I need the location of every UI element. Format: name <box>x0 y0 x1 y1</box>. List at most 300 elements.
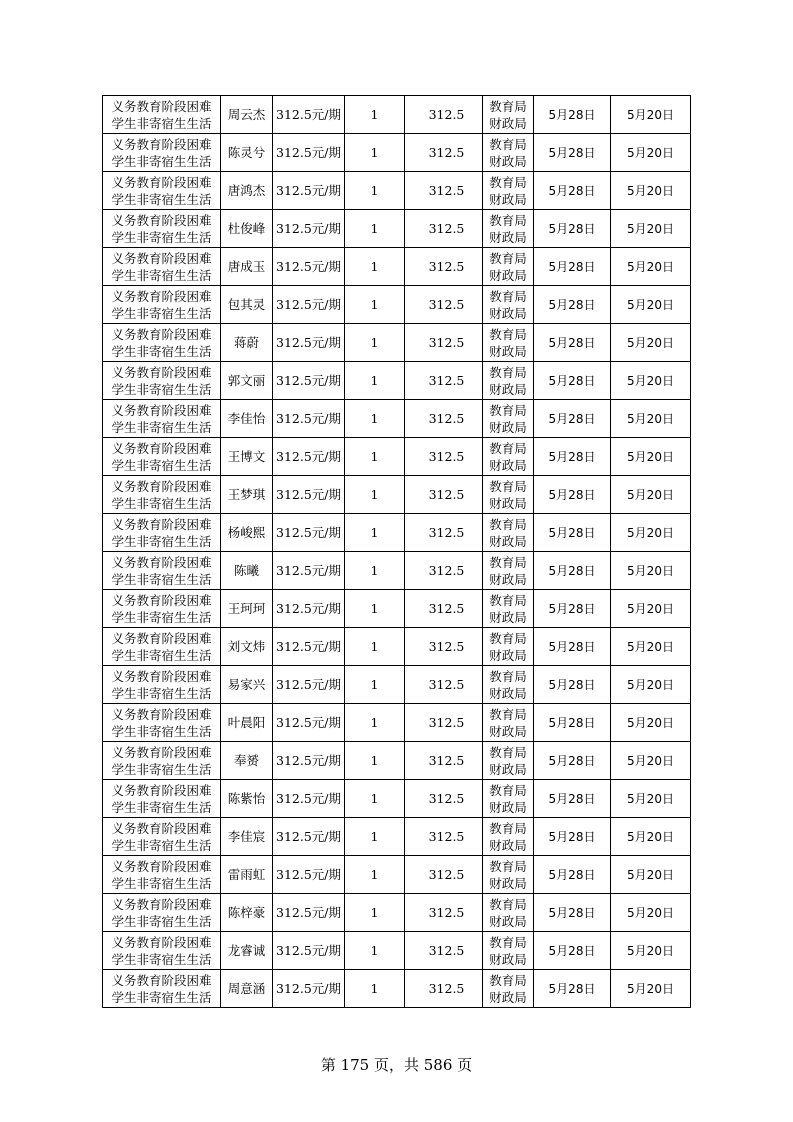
dept-line-2: 财政局 <box>489 229 527 245</box>
item-line-2: 学生非寄宿生生活 <box>111 723 212 739</box>
dept-line-1: 教育局 <box>489 364 527 380</box>
standard-cell: 312.5元/期 <box>273 96 345 134</box>
standard-cell: 312.5元/期 <box>273 742 345 780</box>
item-line-2: 学生非寄宿生生活 <box>111 609 212 625</box>
date-cell-1: 5月28日 <box>534 400 611 438</box>
item-line-1: 义务教育阶段困难 <box>111 136 212 152</box>
item-line-2: 学生非寄宿生生活 <box>111 571 212 587</box>
student-name: 龙睿诚 <box>221 932 273 970</box>
table-row <box>103 476 691 514</box>
dept-line-2: 财政局 <box>489 761 527 777</box>
dept-line-2: 财政局 <box>489 115 527 131</box>
dept-cell <box>483 476 534 514</box>
amount-cell: 312.5 <box>405 286 483 324</box>
item-line-1: 义务教育阶段困难 <box>111 782 212 798</box>
date-cell-2: 5月20日 <box>611 210 691 248</box>
count-cell: 1 <box>345 894 405 932</box>
dept-line-1: 教育局 <box>489 250 527 266</box>
item-cell <box>103 970 221 1008</box>
table-row <box>103 172 691 210</box>
dept-line-1: 教育局 <box>489 98 527 114</box>
standard-cell: 312.5元/期 <box>273 514 345 552</box>
item-line-2: 学生非寄宿生生活 <box>111 647 212 663</box>
dept-line-2: 财政局 <box>489 723 527 739</box>
date-cell-1: 5月28日 <box>534 780 611 818</box>
item-cell <box>103 476 221 514</box>
item-line-1: 义务教育阶段困难 <box>111 744 212 760</box>
item-line-1: 义务教育阶段困难 <box>111 288 212 304</box>
dept-cell <box>483 818 534 856</box>
table-body <box>103 96 691 1008</box>
count-cell: 1 <box>345 324 405 362</box>
item-cell <box>103 400 221 438</box>
amount-cell: 312.5 <box>405 172 483 210</box>
dept-line-2: 财政局 <box>489 457 527 473</box>
count-cell: 1 <box>345 856 405 894</box>
table-row <box>103 400 691 438</box>
count-cell: 1 <box>345 818 405 856</box>
count-cell: 1 <box>345 286 405 324</box>
count-cell: 1 <box>345 932 405 970</box>
dept-line-2: 财政局 <box>489 913 527 929</box>
item-line-2: 学生非寄宿生生活 <box>111 913 212 929</box>
student-name: 杜俊峰 <box>221 210 273 248</box>
amount-cell: 312.5 <box>405 742 483 780</box>
count-cell: 1 <box>345 476 405 514</box>
dept-cell <box>483 704 534 742</box>
student-name: 包其灵 <box>221 286 273 324</box>
amount-cell: 312.5 <box>405 666 483 704</box>
amount-cell: 312.5 <box>405 856 483 894</box>
item-line-2: 学生非寄宿生生活 <box>111 533 212 549</box>
student-name: 刘文炜 <box>221 628 273 666</box>
table-row <box>103 324 691 362</box>
count-cell: 1 <box>345 362 405 400</box>
dept-line-1: 教育局 <box>489 896 527 912</box>
item-cell <box>103 552 221 590</box>
date-cell-2: 5月20日 <box>611 704 691 742</box>
item-line-1: 义务教育阶段困难 <box>111 668 212 684</box>
item-line-1: 义务教育阶段困难 <box>111 896 212 912</box>
amount-cell: 312.5 <box>405 248 483 286</box>
date-cell-2: 5月20日 <box>611 818 691 856</box>
item-line-1: 义务教育阶段困难 <box>111 858 212 874</box>
table-row <box>103 438 691 476</box>
item-cell <box>103 286 221 324</box>
item-line-1: 义务教育阶段困难 <box>111 402 212 418</box>
date-cell-1: 5月28日 <box>534 286 611 324</box>
table-row <box>103 856 691 894</box>
date-cell-1: 5月28日 <box>534 894 611 932</box>
date-cell-2: 5月20日 <box>611 628 691 666</box>
standard-cell: 312.5元/期 <box>273 476 345 514</box>
table-row <box>103 134 691 172</box>
item-line-2: 学生非寄宿生生活 <box>111 761 212 777</box>
amount-cell: 312.5 <box>405 438 483 476</box>
amount-cell: 312.5 <box>405 362 483 400</box>
item-cell <box>103 856 221 894</box>
student-name: 陈曦 <box>221 552 273 590</box>
student-name: 王珂珂 <box>221 590 273 628</box>
item-line-2: 学生非寄宿生生活 <box>111 229 212 245</box>
date-cell-2: 5月20日 <box>611 666 691 704</box>
date-cell-1: 5月28日 <box>534 628 611 666</box>
count-cell: 1 <box>345 438 405 476</box>
page-footer: 第 175 页，共 586 页 <box>320 1056 473 1074</box>
item-line-1: 义务教育阶段困难 <box>111 364 212 380</box>
standard-cell: 312.5元/期 <box>273 172 345 210</box>
dept-line-1: 教育局 <box>489 136 527 152</box>
count-cell: 1 <box>345 704 405 742</box>
standard-cell: 312.5元/期 <box>273 704 345 742</box>
dept-cell <box>483 210 534 248</box>
item-cell <box>103 590 221 628</box>
dept-cell <box>483 666 534 704</box>
dept-line-1: 教育局 <box>489 630 527 646</box>
student-name: 陈灵兮 <box>221 134 273 172</box>
date-cell-1: 5月28日 <box>534 96 611 134</box>
standard-cell: 312.5元/期 <box>273 628 345 666</box>
dept-cell <box>483 514 534 552</box>
item-cell <box>103 704 221 742</box>
item-line-1: 义务教育阶段困难 <box>111 592 212 608</box>
dept-line-2: 财政局 <box>489 191 527 207</box>
dept-line-2: 财政局 <box>489 875 527 891</box>
dept-line-1: 教育局 <box>489 440 527 456</box>
table-row <box>103 666 691 704</box>
dept-line-2: 财政局 <box>489 989 527 1005</box>
dept-line-1: 教育局 <box>489 478 527 494</box>
dept-line-2: 财政局 <box>489 571 527 587</box>
table-row <box>103 780 691 818</box>
standard-cell: 312.5元/期 <box>273 324 345 362</box>
amount-cell: 312.5 <box>405 932 483 970</box>
student-name: 雷雨虹 <box>221 856 273 894</box>
table-row <box>103 248 691 286</box>
item-line-1: 义务教育阶段困难 <box>111 972 212 988</box>
student-name: 李佳宸 <box>221 818 273 856</box>
dept-line-2: 财政局 <box>489 495 527 511</box>
dept-line-2: 财政局 <box>489 419 527 435</box>
item-cell <box>103 438 221 476</box>
dept-cell <box>483 552 534 590</box>
count-cell: 1 <box>345 552 405 590</box>
date-cell-2: 5月20日 <box>611 590 691 628</box>
date-cell-2: 5月20日 <box>611 970 691 1008</box>
amount-cell: 312.5 <box>405 476 483 514</box>
student-name: 唐鸿杰 <box>221 172 273 210</box>
dept-line-2: 财政局 <box>489 685 527 701</box>
amount-cell: 312.5 <box>405 552 483 590</box>
item-cell <box>103 324 221 362</box>
standard-cell: 312.5元/期 <box>273 932 345 970</box>
standard-cell: 312.5元/期 <box>273 134 345 172</box>
dept-cell <box>483 856 534 894</box>
dept-line-2: 财政局 <box>489 837 527 853</box>
item-line-2: 学生非寄宿生生活 <box>111 875 212 891</box>
dept-cell <box>483 894 534 932</box>
item-cell <box>103 666 221 704</box>
date-cell-1: 5月28日 <box>534 590 611 628</box>
date-cell-1: 5月28日 <box>534 704 611 742</box>
dept-line-2: 财政局 <box>489 381 527 397</box>
table-row <box>103 970 691 1008</box>
item-line-1: 义务教育阶段困难 <box>111 440 212 456</box>
dept-line-1: 教育局 <box>489 402 527 418</box>
date-cell-2: 5月20日 <box>611 856 691 894</box>
table-row <box>103 362 691 400</box>
table-row <box>103 818 691 856</box>
item-cell <box>103 96 221 134</box>
dept-line-1: 教育局 <box>489 288 527 304</box>
dept-cell <box>483 590 534 628</box>
dept-line-2: 财政局 <box>489 951 527 967</box>
item-line-2: 学生非寄宿生生活 <box>111 685 212 701</box>
dept-line-1: 教育局 <box>489 592 527 608</box>
date-cell-1: 5月28日 <box>534 552 611 590</box>
standard-cell: 312.5元/期 <box>273 248 345 286</box>
date-cell-2: 5月20日 <box>611 324 691 362</box>
table-row <box>103 742 691 780</box>
dept-line-1: 教育局 <box>489 744 527 760</box>
standard-cell: 312.5元/期 <box>273 400 345 438</box>
item-line-2: 学生非寄宿生生活 <box>111 951 212 967</box>
dept-cell <box>483 742 534 780</box>
student-name: 郭文丽 <box>221 362 273 400</box>
date-cell-2: 5月20日 <box>611 552 691 590</box>
date-cell-2: 5月20日 <box>611 286 691 324</box>
dept-cell <box>483 400 534 438</box>
item-line-1: 义务教育阶段困难 <box>111 706 212 722</box>
student-name: 王梦琪 <box>221 476 273 514</box>
dept-line-2: 财政局 <box>489 533 527 549</box>
dept-line-1: 教育局 <box>489 858 527 874</box>
date-cell-1: 5月28日 <box>534 438 611 476</box>
dept-cell <box>483 932 534 970</box>
dept-line-1: 教育局 <box>489 326 527 342</box>
standard-cell: 312.5元/期 <box>273 438 345 476</box>
item-line-1: 义务教育阶段困难 <box>111 98 212 114</box>
student-name: 王博文 <box>221 438 273 476</box>
dept-line-2: 财政局 <box>489 343 527 359</box>
amount-cell: 312.5 <box>405 400 483 438</box>
student-name: 陈梓豪 <box>221 894 273 932</box>
dept-cell <box>483 96 534 134</box>
dept-line-1: 教育局 <box>489 934 527 950</box>
dept-cell <box>483 248 534 286</box>
date-cell-1: 5月28日 <box>534 172 611 210</box>
item-line-2: 学生非寄宿生生活 <box>111 381 212 397</box>
dept-cell <box>483 134 534 172</box>
dept-cell <box>483 172 534 210</box>
student-name: 唐成玉 <box>221 248 273 286</box>
student-name: 杨峻熙 <box>221 514 273 552</box>
date-cell-1: 5月28日 <box>534 514 611 552</box>
dept-line-2: 财政局 <box>489 305 527 321</box>
standard-cell: 312.5元/期 <box>273 894 345 932</box>
dept-line-1: 教育局 <box>489 820 527 836</box>
table-row <box>103 552 691 590</box>
standard-cell: 312.5元/期 <box>273 210 345 248</box>
dept-cell <box>483 362 534 400</box>
item-line-2: 学生非寄宿生生活 <box>111 115 212 131</box>
date-cell-1: 5月28日 <box>534 856 611 894</box>
count-cell: 1 <box>345 210 405 248</box>
item-cell <box>103 134 221 172</box>
item-line-1: 义务教育阶段困难 <box>111 212 212 228</box>
item-line-2: 学生非寄宿生生活 <box>111 419 212 435</box>
item-line-1: 义务教育阶段困难 <box>111 478 212 494</box>
item-line-1: 义务教育阶段困难 <box>111 516 212 532</box>
dept-line-2: 财政局 <box>489 267 527 283</box>
date-cell-2: 5月20日 <box>611 438 691 476</box>
dept-line-1: 教育局 <box>489 174 527 190</box>
standard-cell: 312.5元/期 <box>273 362 345 400</box>
date-cell-2: 5月20日 <box>611 780 691 818</box>
amount-cell: 312.5 <box>405 970 483 1008</box>
standard-cell: 312.5元/期 <box>273 552 345 590</box>
dept-line-2: 财政局 <box>489 799 527 815</box>
item-line-2: 学生非寄宿生生活 <box>111 457 212 473</box>
standard-cell: 312.5元/期 <box>273 856 345 894</box>
table-row <box>103 894 691 932</box>
date-cell-2: 5月20日 <box>611 134 691 172</box>
dept-line-2: 财政局 <box>489 647 527 663</box>
item-line-1: 义务教育阶段困难 <box>111 820 212 836</box>
student-name: 叶晨阳 <box>221 704 273 742</box>
dept-line-1: 教育局 <box>489 516 527 532</box>
date-cell-1: 5月28日 <box>534 134 611 172</box>
dept-cell <box>483 438 534 476</box>
item-line-2: 学生非寄宿生生活 <box>111 343 212 359</box>
amount-cell: 312.5 <box>405 894 483 932</box>
student-name: 易家兴 <box>221 666 273 704</box>
amount-cell: 312.5 <box>405 780 483 818</box>
date-cell-2: 5月20日 <box>611 248 691 286</box>
dept-line-1: 教育局 <box>489 972 527 988</box>
dept-line-2: 财政局 <box>489 153 527 169</box>
dept-line-1: 教育局 <box>489 706 527 722</box>
amount-cell: 312.5 <box>405 818 483 856</box>
dept-line-1: 教育局 <box>489 782 527 798</box>
amount-cell: 312.5 <box>405 514 483 552</box>
item-cell <box>103 172 221 210</box>
date-cell-1: 5月28日 <box>534 932 611 970</box>
student-name: 蒋蔚 <box>221 324 273 362</box>
dept-line-1: 教育局 <box>489 212 527 228</box>
table-row <box>103 590 691 628</box>
dept-cell <box>483 286 534 324</box>
item-cell <box>103 362 221 400</box>
item-cell <box>103 894 221 932</box>
table-row <box>103 286 691 324</box>
date-cell-1: 5月28日 <box>534 248 611 286</box>
item-cell <box>103 248 221 286</box>
count-cell: 1 <box>345 96 405 134</box>
student-name: 李佳怡 <box>221 400 273 438</box>
dept-cell <box>483 970 534 1008</box>
item-cell <box>103 514 221 552</box>
amount-cell: 312.5 <box>405 210 483 248</box>
item-line-1: 义务教育阶段困难 <box>111 554 212 570</box>
item-line-2: 学生非寄宿生生活 <box>111 799 212 815</box>
item-cell <box>103 780 221 818</box>
item-line-2: 学生非寄宿生生活 <box>111 305 212 321</box>
item-cell <box>103 210 221 248</box>
count-cell: 1 <box>345 134 405 172</box>
date-cell-1: 5月28日 <box>534 818 611 856</box>
item-line-2: 学生非寄宿生生活 <box>111 153 212 169</box>
dept-cell <box>483 780 534 818</box>
date-cell-1: 5月28日 <box>534 476 611 514</box>
item-cell <box>103 742 221 780</box>
date-cell-1: 5月28日 <box>534 742 611 780</box>
dept-line-2: 财政局 <box>489 609 527 625</box>
item-line-2: 学生非寄宿生生活 <box>111 989 212 1005</box>
table-row <box>103 704 691 742</box>
item-line-1: 义务教育阶段困难 <box>111 934 212 950</box>
item-cell <box>103 628 221 666</box>
item-cell <box>103 932 221 970</box>
date-cell-2: 5月20日 <box>611 476 691 514</box>
count-cell: 1 <box>345 514 405 552</box>
date-cell-1: 5月28日 <box>534 362 611 400</box>
student-name: 陈紫怡 <box>221 780 273 818</box>
date-cell-2: 5月20日 <box>611 400 691 438</box>
item-line-2: 学生非寄宿生生活 <box>111 495 212 511</box>
count-cell: 1 <box>345 742 405 780</box>
dept-line-1: 教育局 <box>489 668 527 684</box>
standard-cell: 312.5元/期 <box>273 286 345 324</box>
count-cell: 1 <box>345 628 405 666</box>
date-cell-2: 5月20日 <box>611 894 691 932</box>
date-cell-2: 5月20日 <box>611 514 691 552</box>
count-cell: 1 <box>345 970 405 1008</box>
standard-cell: 312.5元/期 <box>273 970 345 1008</box>
item-line-1: 义务教育阶段困难 <box>111 250 212 266</box>
date-cell-1: 5月28日 <box>534 324 611 362</box>
standard-cell: 312.5元/期 <box>273 780 345 818</box>
count-cell: 1 <box>345 666 405 704</box>
subsidy-table <box>102 95 691 1008</box>
count-cell: 1 <box>345 780 405 818</box>
student-name: 周云杰 <box>221 96 273 134</box>
date-cell-2: 5月20日 <box>611 932 691 970</box>
table-row <box>103 514 691 552</box>
table-row <box>103 628 691 666</box>
count-cell: 1 <box>345 248 405 286</box>
dept-line-1: 教育局 <box>489 554 527 570</box>
amount-cell: 312.5 <box>405 590 483 628</box>
standard-cell: 312.5元/期 <box>273 666 345 704</box>
item-line-1: 义务教育阶段困难 <box>111 174 212 190</box>
standard-cell: 312.5元/期 <box>273 818 345 856</box>
item-line-2: 学生非寄宿生生活 <box>111 267 212 283</box>
table-row <box>103 210 691 248</box>
item-line-1: 义务教育阶段困难 <box>111 630 212 646</box>
date-cell-2: 5月20日 <box>611 742 691 780</box>
amount-cell: 312.5 <box>405 96 483 134</box>
date-cell-2: 5月20日 <box>611 172 691 210</box>
date-cell-2: 5月20日 <box>611 362 691 400</box>
standard-cell: 312.5元/期 <box>273 590 345 628</box>
date-cell-2: 5月20日 <box>611 96 691 134</box>
count-cell: 1 <box>345 172 405 210</box>
amount-cell: 312.5 <box>405 324 483 362</box>
item-line-2: 学生非寄宿生生活 <box>111 191 212 207</box>
count-cell: 1 <box>345 400 405 438</box>
table-row <box>103 96 691 134</box>
